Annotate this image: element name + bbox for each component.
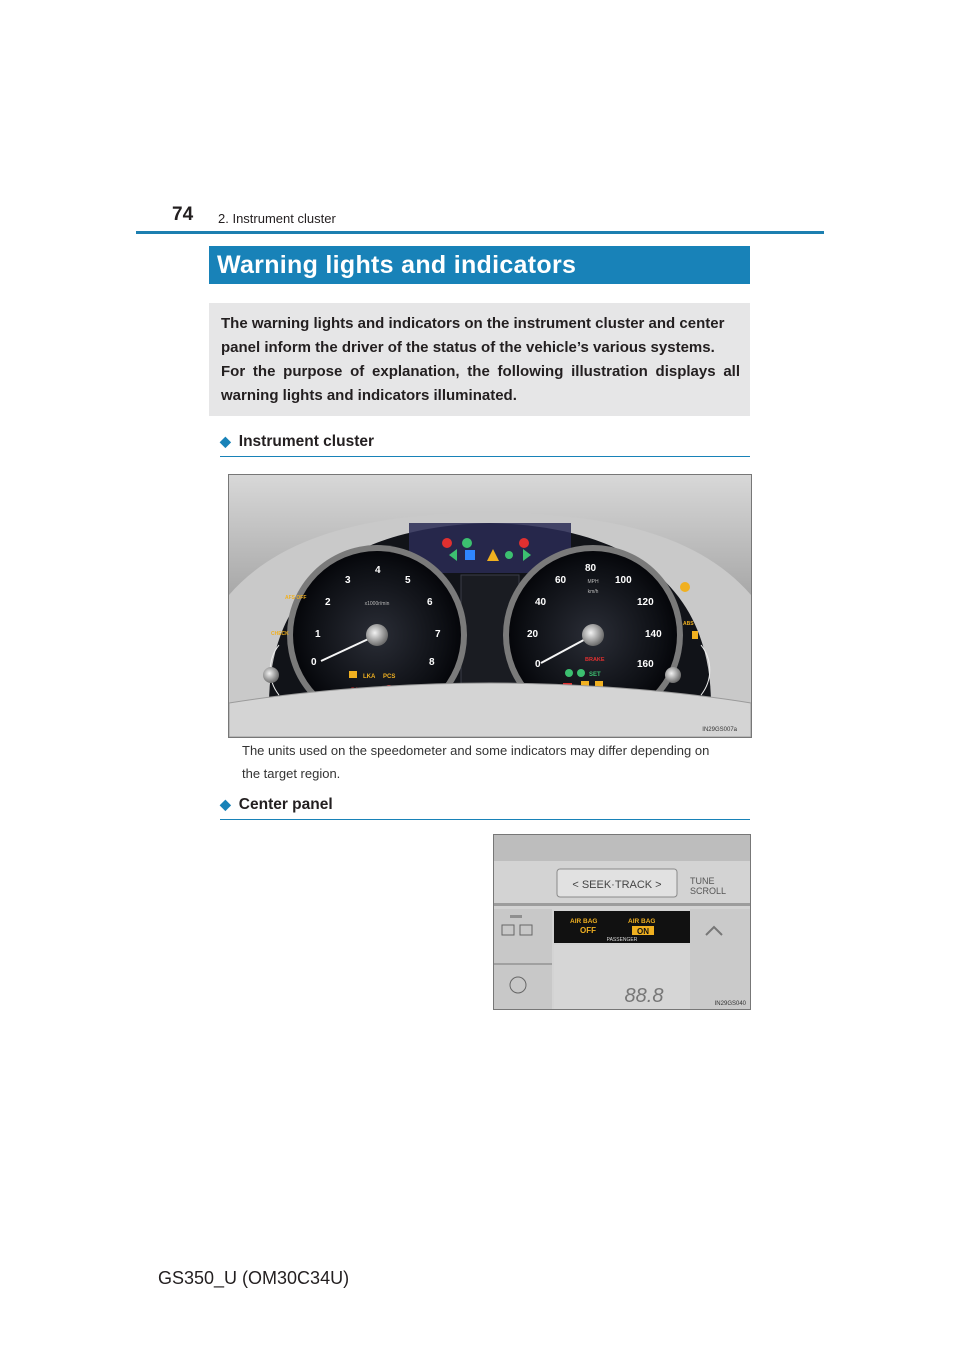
speed-tick-label: 80 <box>585 563 597 574</box>
engine-icon <box>349 671 357 678</box>
pcs-indicator: PCS <box>383 674 396 680</box>
cruise-icon <box>577 669 585 677</box>
diamond-icon: ◆ <box>220 796 231 812</box>
panel-top-trim <box>494 835 750 861</box>
center-panel-figure <box>493 834 751 1010</box>
center-panel-illustration <box>494 835 750 1009</box>
abs-indicator: ABS <box>683 621 694 627</box>
airbag-on-indicator: ON <box>637 927 649 936</box>
speedometer-unit: MPH <box>587 579 599 585</box>
speed-tick-label: 40 <box>535 597 547 608</box>
lane-assist-icon <box>565 669 573 677</box>
seatbelt-warning-icon <box>519 538 529 548</box>
afs-off-indicator: AFS OFF <box>285 595 307 601</box>
tach-tick-label: 3 <box>345 575 351 586</box>
fuel-warning-icon <box>692 631 698 639</box>
center-heading-label: Center panel <box>238 796 333 813</box>
climate-display <box>554 945 690 1009</box>
speed-tick-label: 160 <box>637 659 654 670</box>
figure-code: IN29GS007a <box>702 727 737 733</box>
panel-seam <box>494 903 750 906</box>
tachometer-unit: x1000r/min <box>364 601 390 607</box>
tire-pressure-icon <box>680 582 690 592</box>
fog-light-icon <box>462 538 472 548</box>
center-heading <box>220 796 333 814</box>
intro-line: For the purpose of explanation, the following illustration displays all <box>221 363 740 380</box>
instrument-cluster-illustration <box>229 475 751 737</box>
caption-line: The units used on the speedometer and some indicators may differ depending on <box>242 743 710 758</box>
set-indicator: SET <box>589 672 601 678</box>
fuel-gauge-hub <box>263 667 279 683</box>
speedometer-unit-km: km/h <box>587 589 599 595</box>
temp-gauge-hub <box>665 667 681 683</box>
intro-line: panel inform the driver of the status of the vehicle’s various systems. <box>221 339 715 356</box>
speed-tick-label: 0 <box>535 659 541 670</box>
button-divider <box>494 963 552 965</box>
diamond-icon: ◆ <box>220 433 231 449</box>
left-button-column <box>494 909 552 1009</box>
cluster-heading <box>220 433 374 451</box>
speedometer-hub <box>582 624 604 646</box>
climate-readout: 88.8 <box>624 985 664 1007</box>
caption-line: the target region. <box>242 766 341 781</box>
brake-indicator: BRAKE <box>585 657 605 663</box>
check-engine-indicator: CHECK <box>271 631 289 637</box>
tach-tick-label: 7 <box>435 629 441 640</box>
section-reference: 2. Instrument cluster <box>218 211 336 226</box>
airbag-label-right: AIR BAG <box>628 918 656 925</box>
tach-tick-label: 6 <box>427 597 433 608</box>
tail-light-icon <box>505 551 513 559</box>
center-heading-rule <box>220 819 750 820</box>
right-button-column <box>690 909 750 1009</box>
temp-warning-icon <box>442 538 452 548</box>
header-rule <box>136 231 824 234</box>
airbag-label-left: AIR BAG <box>570 918 598 925</box>
intro-box <box>209 303 750 416</box>
tachometer-hub <box>366 624 388 646</box>
speed-tick-label: 100 <box>615 575 632 586</box>
tach-tick-label: 0 <box>311 657 317 668</box>
tach-tick-label: 4 <box>375 565 381 576</box>
page-number: 74 <box>172 204 194 225</box>
speed-tick-label: 20 <box>527 629 539 640</box>
manual-code-footer: GS350_U (OM30C34U) <box>158 1268 350 1288</box>
instrument-cluster-figure <box>228 474 752 738</box>
cluster-caption <box>242 739 752 785</box>
intro-line: warning lights and indicators illuminated. <box>221 387 517 404</box>
tune-label: TUNE <box>690 876 715 886</box>
indicator-slot <box>510 915 522 918</box>
tach-tick-label: 1 <box>315 629 321 640</box>
speed-tick-label: 140 <box>645 629 662 640</box>
page-title: Warning lights and indicators <box>209 246 750 284</box>
cluster-heading-rule <box>220 456 750 457</box>
intro-line: The warning lights and indicators on the instrument cluster and center <box>221 315 725 332</box>
seek-track-label: < SEEK·TRACK > <box>572 879 662 891</box>
high-beam-icon <box>465 550 475 560</box>
lka-indicator: LKA <box>363 674 376 680</box>
speed-tick-label: 120 <box>637 597 654 608</box>
speed-tick-label: 60 <box>555 575 567 586</box>
figure-code: IN29GS040 <box>714 1001 746 1007</box>
scroll-label: SCROLL <box>690 886 727 896</box>
tach-tick-label: 8 <box>429 657 435 668</box>
tach-tick-label: 5 <box>405 575 411 586</box>
tach-tick-label: 2 <box>325 597 331 608</box>
airbag-off-indicator: OFF <box>580 926 596 935</box>
passenger-label: PASSENGER <box>606 937 638 943</box>
cluster-heading-label: Instrument cluster <box>238 433 375 450</box>
